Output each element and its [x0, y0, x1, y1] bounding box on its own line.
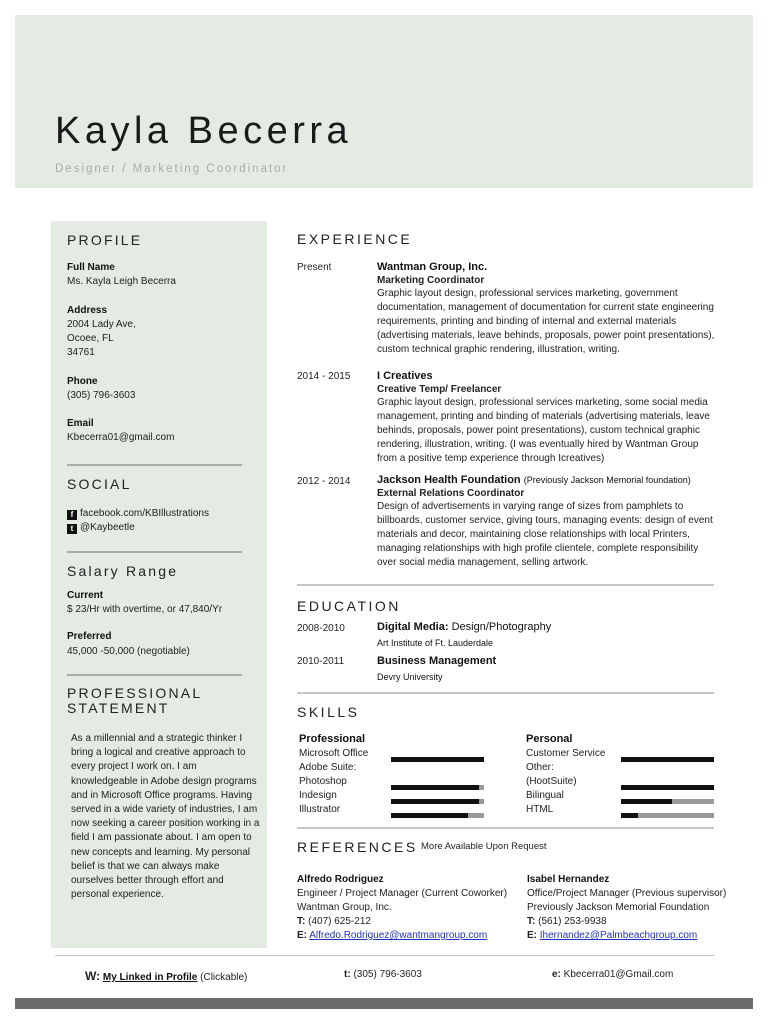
skill-level-fill — [621, 813, 638, 818]
full-name-value: Ms. Kayla Leigh Becerra — [67, 276, 176, 287]
job-date: 2014 - 2015 — [297, 371, 351, 382]
salary-preferred-value: 45,000 -50,000 (negotiable) — [67, 646, 190, 657]
section-divider — [297, 692, 714, 694]
job-company-note: (Previously Jackson Memorial foundation) — [523, 475, 691, 485]
salary-heading: Salary Range — [67, 563, 179, 579]
skill-level-bar — [391, 799, 484, 804]
reference-title: Office/Project Manager (Previous supervisor) — [527, 888, 727, 899]
skill-name: Adobe Suite: — [299, 762, 357, 773]
job-entry — [377, 370, 717, 466]
education-field: Digital Media: Design/Photography — [377, 621, 552, 633]
footer-divider — [55, 955, 714, 956]
skill-level-bar — [621, 799, 714, 804]
job-description: Graphic layout design, professional services marketing, some social media management, printing and binding of materials (advertising materials, leave behinds, proposals, power point presentations), custom technical graphic rendering, illustration, writing. (I was eventually hired by Wantman Group from a positive temp experience through Icreatives) — [377, 397, 710, 464]
footer-web: W: My Linked in Profile (Clickable) — [85, 969, 248, 983]
experience-heading: EXPERIENCE — [297, 231, 413, 247]
statement-heading-line-1: PROFESSIONAL — [67, 685, 203, 701]
skills-personal-heading: Personal — [526, 733, 573, 745]
job-company: Wantman Group, Inc. — [377, 261, 488, 273]
skill-name: Illustrator — [299, 804, 341, 815]
reference-phone: T: (561) 253-9938 — [527, 916, 607, 927]
address-line-1: 2004 Lady Ave, — [67, 319, 136, 330]
job-date: Present — [297, 262, 332, 273]
skill-name: (HootSuite) — [526, 776, 577, 787]
skill-name: Other: — [526, 762, 554, 773]
reference-company: Wantman Group, Inc. — [297, 902, 392, 913]
job-role: Marketing Coordinator — [377, 275, 485, 286]
reference-card — [527, 873, 726, 943]
skill-level-bar — [391, 813, 484, 818]
job-role: External Relations Coordinator — [377, 488, 525, 499]
sidebar-divider — [67, 674, 242, 676]
education-heading: EDUCATION — [297, 598, 401, 614]
sidebar-divider — [67, 464, 242, 466]
twitter-icon: t — [67, 524, 77, 534]
statement-heading-line-2: STATEMENT — [67, 700, 170, 716]
job-description: Design of advertisements in varying range of sizes from pamphlets to billboards, customer service, giving tours, managing events: design of event materials and decor, maintaining close relationships with local Printers, managing relationships with high profile clientele, complete responsibility over social media management, selling artwork. — [377, 501, 713, 568]
job-role: Creative Temp/ Freelancer — [377, 384, 502, 395]
social-twitter[interactable] — [67, 521, 135, 535]
section-divider — [297, 827, 714, 829]
footer-phone: t: (305) 796-3603 — [344, 969, 422, 980]
footer-email: e: Kbecerra01@Gmail.com — [552, 969, 674, 980]
email-value: Kbecerra01@gmail.com — [67, 432, 175, 443]
skill-level-bar — [391, 757, 484, 762]
sidebar — [51, 221, 267, 948]
reference-email: E: Alfredo.Rodriguez@wantmangroup.com — [297, 930, 488, 941]
reference-email-link[interactable]: Ihernandez@Palmbeachgroup.com — [539, 930, 698, 941]
job-description: Graphic layout design, professional services marketing, government documentation, management of documentation for current state engineering requirements, printing and binding of internal and external materials (advertising materials, leave behinds, proposals, power point presentations), custom technical graphic rendering, illustration, writing. — [377, 288, 715, 355]
social-facebook[interactable] — [67, 507, 209, 521]
skill-name: Photoshop — [299, 776, 347, 787]
skill-level-fill — [391, 757, 484, 762]
skill-level-bar — [391, 785, 484, 790]
references-note: More Available Upon Request — [421, 841, 547, 852]
salary-preferred-label: Preferred — [67, 631, 112, 642]
skills-heading: SKILLS — [297, 704, 360, 720]
skill-name: Indesign — [299, 790, 337, 801]
job-company: Jackson Health Foundation (Previously Jackson Memorial foundation) — [377, 474, 691, 486]
reference-name: Isabel Hernandez — [527, 874, 610, 885]
education-date: 2008-2010 — [297, 623, 345, 634]
reference-phone: T: (407) 625-212 — [297, 916, 371, 927]
address-line-3: 34761 — [67, 347, 95, 358]
education-date: 2010-2011 — [297, 656, 345, 667]
profile-heading: PROFILE — [67, 232, 143, 248]
reference-email: E: Ihernandez@Palmbeachgroup.com — [527, 930, 698, 941]
skill-level-fill — [391, 799, 479, 804]
reference-card — [297, 873, 507, 943]
social-heading: SOCIAL — [67, 476, 132, 492]
section-divider — [297, 584, 714, 586]
phone-label: Phone — [67, 376, 98, 387]
twitter-handle-text: @Kaybeetle — [80, 522, 135, 533]
salary-current-value: $ 23/Hr with overtime, or 47,840/Yr — [67, 604, 223, 615]
sidebar-divider — [67, 551, 242, 553]
phone-value: (305) 796-3603 — [67, 390, 136, 401]
skill-level-bar — [621, 757, 714, 762]
skill-level-fill — [391, 785, 479, 790]
job-entry — [377, 474, 717, 570]
skill-name: HTML — [526, 804, 554, 815]
education-school: Devry University — [377, 672, 443, 682]
skill-name: Customer Service — [526, 748, 606, 759]
candidate-name: Kayla Becerra — [55, 110, 353, 152]
professional-statement: As a millennial and a strategic thinker I bring a logical and creative approach to every project I work on. I am knowledgeable in Adobe design programs and in Microsoft Office programs. Having served in a wide variety of industries, I am now seeking a career position working in a field I am passionate about. I am open to new concepts and learning. My personal belief is that we can always make ourselves better through effort and personal experience. — [71, 733, 260, 901]
email-label: Email — [67, 418, 94, 429]
skill-name: Microsoft Office — [299, 748, 369, 759]
reference-email-link[interactable]: Alfredo.Rodriguez@wantmangroup.com — [309, 930, 488, 941]
references-heading: REFERENCES — [297, 839, 418, 855]
footer-bar — [15, 998, 753, 1009]
candidate-title: Designer / Marketing Coordinator — [55, 163, 289, 175]
facebook-icon: f — [67, 510, 77, 520]
skill-level-fill — [621, 799, 672, 804]
job-date: 2012 - 2014 — [297, 476, 351, 487]
skills-professional-heading: Professional — [299, 733, 366, 745]
skill-level-fill — [621, 757, 714, 762]
reference-company: Previously Jackson Memorial Foundation — [527, 902, 710, 913]
salary-current-label: Current — [67, 590, 104, 601]
resume-header — [15, 15, 753, 188]
job-company: I Creatives — [377, 370, 433, 382]
full-name-label: Full Name — [67, 262, 115, 273]
skill-level-bar — [621, 813, 714, 818]
education-field: Business Management — [377, 655, 497, 667]
reference-title: Engineer / Project Manager (Current Coworker) — [297, 888, 508, 899]
job-entry — [377, 261, 717, 357]
address-label: Address — [67, 305, 108, 316]
skill-name: Bilingual — [526, 790, 564, 801]
facebook-link-text: facebook.com/KBIllustrations — [80, 508, 209, 519]
linkedin-profile-link[interactable]: My Linked in Profile — [102, 972, 198, 983]
skill-level-fill — [391, 813, 468, 818]
address-line-2: Ocoee, FL — [67, 333, 114, 344]
reference-name: Alfredo Rodriguez — [297, 874, 384, 885]
skill-level-fill — [621, 785, 714, 790]
education-school: Art Institute of Ft. Lauderdale — [377, 638, 494, 648]
skill-level-bar — [621, 785, 714, 790]
